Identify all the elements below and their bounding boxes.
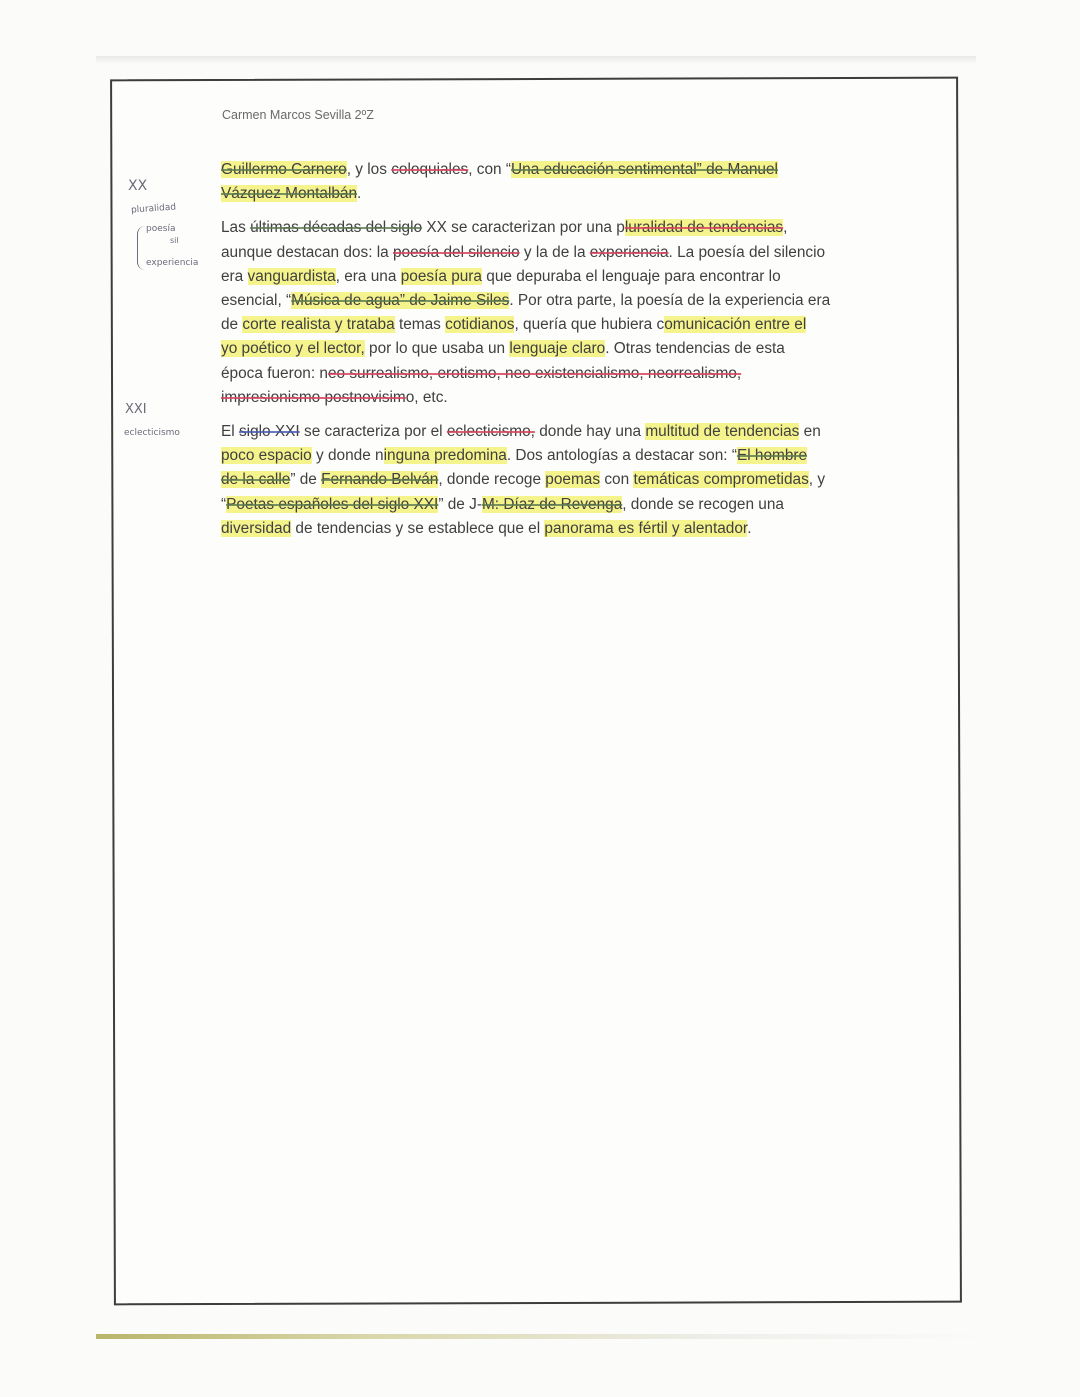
text-span: poesía pura	[400, 267, 482, 285]
text-span: . Por otra parte, la poesía de la experiencia era	[509, 292, 831, 310]
text-span: Una educación sentimental” de Manuel	[511, 161, 778, 178]
text-span: poemas	[545, 471, 601, 489]
text-span: que depuraba el lenguaje para encontrar lo	[482, 267, 781, 285]
text-span: con	[600, 471, 634, 489]
margin-bracket	[137, 226, 146, 270]
text-span: impresionismo postnovisim	[221, 388, 406, 406]
text-span: M: Díaz de Revenga	[481, 495, 623, 513]
margin-note-poesia: poesía	[146, 224, 176, 234]
document-body	[221, 158, 871, 551]
text-span: .	[357, 185, 362, 203]
text-span: omunicación entre el	[664, 316, 807, 334]
text-span: panorama es fértil y alentador	[544, 519, 748, 537]
text-span: Vázquez Montalbán	[221, 185, 358, 203]
margin-note-xxi: XXI	[125, 402, 147, 417]
text-span: de la calle	[221, 471, 291, 489]
text-span: cotidianos	[445, 316, 515, 334]
text-span: XX se caracterizan por una p	[422, 219, 625, 237]
text-span: El hombre	[736, 447, 808, 465]
text-span: , y los	[346, 161, 392, 178]
text-span: eo surrealismo, erotismo, neo existencialismo, neorrealismo,	[327, 364, 742, 382]
author-header: Carmen Marcos Sevilla 2ºZ	[222, 108, 374, 122]
text-span: o, etc.	[405, 388, 448, 406]
text-span: de	[221, 316, 243, 334]
text-span: , quería que hubiera c	[514, 316, 665, 334]
page-top-shadow	[96, 56, 976, 64]
text-span: . Otras tendencias de esta	[605, 340, 785, 358]
text-span: . La poesía del silencio	[668, 243, 826, 261]
text-span: de tendencias y se establece que el	[291, 519, 545, 537]
text-span: yo poético y el lector,	[221, 340, 365, 358]
text-span: siglo XXI	[238, 423, 300, 441]
text-span: eclecticismo,	[446, 423, 535, 441]
text-span: “	[221, 495, 227, 513]
text-span: y la de la	[519, 243, 590, 261]
text-span: coloquiales	[391, 161, 469, 178]
text-span: Poetas españoles del siglo XXI	[226, 495, 439, 513]
text-span: y donde n	[311, 447, 384, 465]
text-span: ” de J-	[438, 495, 482, 513]
text-span: , y	[808, 471, 826, 489]
text-span: , con “	[468, 161, 512, 178]
text-span: luralidad de tendencias	[624, 219, 784, 237]
text-span: , era una	[335, 267, 401, 285]
margin-note-experiencia: experiencia	[146, 258, 199, 268]
text-span: época fueron: n	[221, 364, 328, 382]
page-bottom-edge	[96, 1334, 984, 1339]
paragraph-1	[221, 158, 871, 206]
margin-note-sil: sil	[170, 236, 179, 245]
text-span: . Dos antologías a destacar son: “	[506, 447, 737, 465]
text-span: diversidad	[221, 519, 292, 537]
text-span: , donde recoge	[438, 471, 546, 489]
text-span: ” de	[290, 471, 322, 489]
text-span: El	[221, 423, 239, 441]
text-span: experiencia	[589, 243, 669, 261]
paragraph-3	[221, 420, 871, 541]
text-span: Guillermo Carnero	[221, 161, 347, 178]
text-span: .	[747, 519, 752, 537]
text-span: vanguardista	[247, 267, 336, 285]
text-span: lenguaje claro	[509, 340, 606, 358]
text-span: corte realista y trataba	[242, 316, 395, 334]
text-span: poesía del silencio	[393, 243, 520, 261]
text-span: esencial, “	[221, 292, 292, 310]
text-span: temáticas comprometidas	[633, 471, 809, 489]
text-span: donde hay una	[534, 423, 646, 441]
text-span: últimas décadas del siglo	[250, 219, 423, 237]
text-span: Fernando Belván	[321, 471, 439, 489]
margin-note-pluralidad: pluralidad	[130, 202, 177, 216]
text-span: se caracteriza por el	[299, 423, 447, 441]
text-span: Las	[221, 219, 251, 237]
text-span: poco espacio	[221, 447, 312, 465]
text-span: por lo que usaba un	[364, 340, 510, 358]
paragraph-2	[221, 216, 871, 410]
text-span: aunque destacan dos: la	[221, 243, 393, 261]
margin-note-xx: XX	[128, 178, 148, 194]
text-span: multitud de tendencias	[645, 423, 800, 441]
text-span: en	[799, 423, 821, 441]
margin-note-eclecticismo: eclecticismo	[124, 428, 180, 438]
text-span: ,	[783, 219, 788, 237]
text-span: Música de agua” de Jaime Siles	[291, 292, 510, 310]
text-span: , donde se recogen una	[622, 495, 784, 513]
text-span: era	[221, 267, 248, 285]
text-span: temas	[394, 316, 446, 334]
text-span: inguna predomina	[383, 447, 507, 465]
